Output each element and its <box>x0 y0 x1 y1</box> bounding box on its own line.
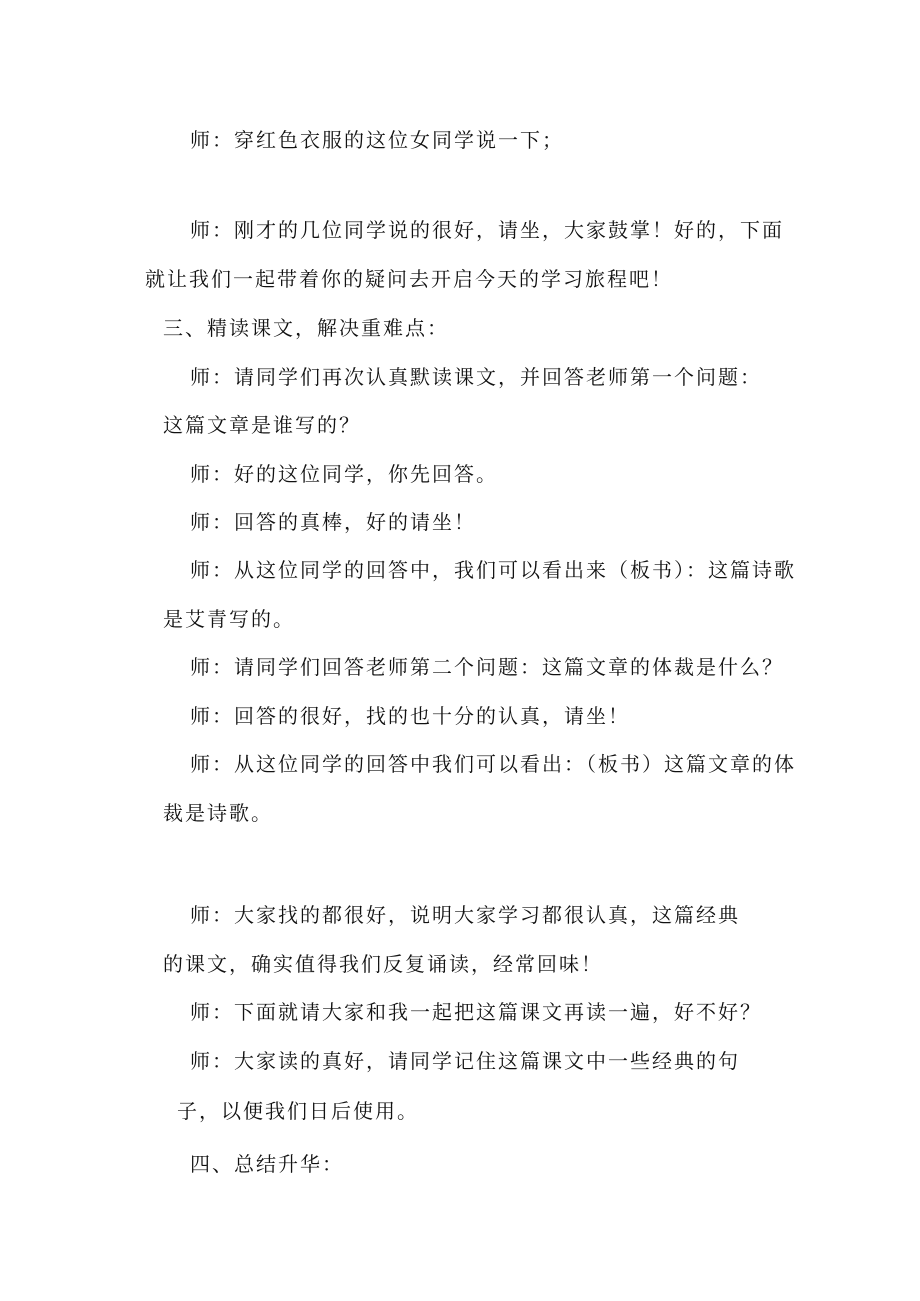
section-heading: 四、总结升华： <box>190 1152 344 1176</box>
text-line: 师：大家读的真好，请同学记住这篇课文中一些经典的句 <box>190 1049 740 1073</box>
text-line: 师：下面就请大家和我一起把这篇课文再读一遍，好不好？ <box>190 1000 762 1024</box>
text-line: 师：从这位同学的回答中，我们可以看出来（板书）：这篇诗歌 <box>190 558 796 582</box>
text-line: 裁是诗歌。 <box>163 801 273 825</box>
text-line: 师：大家找的都很好，说明大家学习都很认真，这篇经典 <box>190 903 740 927</box>
text-line: 师：回答的很好，找的也十分的认真，请坐！ <box>190 704 630 728</box>
text-line: 子，以便我们日后使用。 <box>177 1099 419 1123</box>
text-line: 师：请同学们再次认真默读课文，并回答老师第一个问题： <box>190 365 762 389</box>
text-line: 这篇文章是谁写的？ <box>163 413 361 437</box>
text-line: 师：好的这位同学，你先回答。 <box>190 462 498 486</box>
section-heading: 三、精读课文，解决重难点： <box>163 316 449 340</box>
text-line: 的课文，确实值得我们反复诵读，经常回味！ <box>163 952 603 976</box>
text-line: 师：穿红色衣服的这位女同学说一下； <box>190 128 564 152</box>
text-line: 师：回答的真棒，好的请坐！ <box>190 510 476 534</box>
text-line: 师：从这位同学的回答中我们可以看出：（板书）这篇文章的体 <box>190 752 796 776</box>
text-line: 是艾青写的。 <box>163 607 295 631</box>
text-line: 师：请同学们回答老师第二个问题：这篇文章的体裁是什么？ <box>190 655 784 679</box>
text-line: 师：刚才的几位同学说的很好，请坐，大家鼓掌！好的，下面 <box>190 218 784 242</box>
text-line: 就让我们一起带着你的疑问去开启今天的学习旅程吧！ <box>145 267 673 291</box>
